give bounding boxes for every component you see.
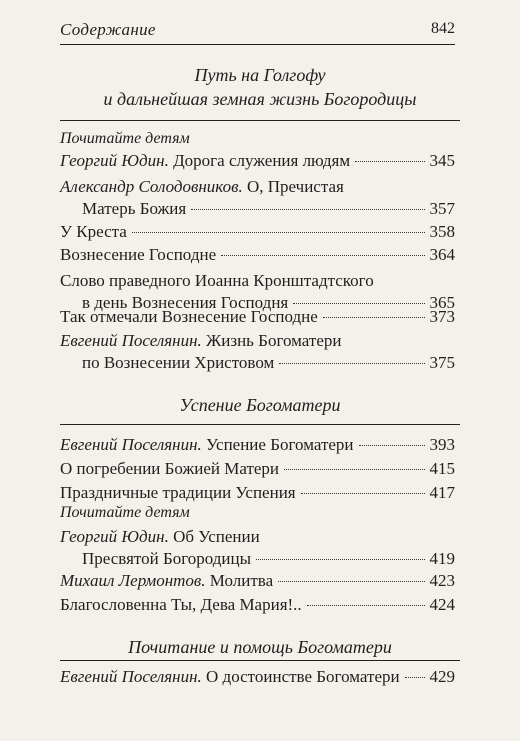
entry-page: 364 <box>429 245 455 264</box>
page-number: 842 <box>431 20 455 37</box>
header-section-label: Содержание <box>60 20 156 39</box>
entry-page: 375 <box>429 353 455 372</box>
entry-author: Михаил Лермонтов. <box>60 571 206 590</box>
leader-dots <box>284 469 424 470</box>
entry-title: Молитва <box>205 571 274 590</box>
leader-dots <box>256 559 424 560</box>
entry-title-cont: Пресвятой Богородицы <box>82 549 252 568</box>
leader-dots <box>221 255 424 256</box>
entry-page: 365 <box>429 293 455 312</box>
toc-entry <box>60 594 455 616</box>
entry-page: 358 <box>429 222 455 241</box>
entry-page: 429 <box>429 667 455 686</box>
leader-dots <box>293 303 424 304</box>
entry-title: Вознесение Господне <box>60 245 217 264</box>
section-title: Успение Богоматери <box>179 395 341 415</box>
running-header <box>60 18 455 45</box>
section-rule <box>60 660 460 661</box>
entry-author: Георгий Юдин. <box>60 527 169 546</box>
leader-dots <box>355 161 424 162</box>
entry-title: У Креста <box>60 222 127 241</box>
entry-title: Так отмечали Вознесение Господне <box>60 307 318 326</box>
entry-title: Жизнь Богоматери <box>201 331 342 350</box>
leader-dots <box>191 209 424 210</box>
entry-title: Благословенна Ты, Дева Мария!.. <box>60 595 302 614</box>
leader-dots <box>307 605 425 606</box>
toc-entry <box>60 330 455 374</box>
entry-author: Евгений Поселянин. <box>60 331 202 350</box>
entry-page: 415 <box>429 459 455 478</box>
toc-entry <box>60 306 455 328</box>
entry-author: Евгений Поселянин. <box>60 667 202 686</box>
entry-title-cont: по Вознесении Христовом <box>82 353 275 372</box>
toc-entry <box>60 570 455 592</box>
entry-author: Евгений Поселянин. <box>60 435 202 454</box>
subheading: Почитайте детям <box>60 130 190 147</box>
toc-entry <box>60 244 455 266</box>
entry-page: 423 <box>429 571 455 590</box>
entry-page: 357 <box>429 199 455 218</box>
leader-dots <box>405 677 425 678</box>
leader-dots <box>301 493 425 494</box>
section-title: Почитание и помощь Богоматери <box>128 637 392 657</box>
entry-page: 417 <box>429 483 455 502</box>
entry-page: 424 <box>429 595 455 614</box>
entry-title: Об Успении <box>168 527 260 546</box>
toc-entry <box>60 434 455 456</box>
entry-title: О достоинстве Богоматери <box>201 667 400 686</box>
entry-page: 393 <box>429 435 455 454</box>
leader-dots <box>278 581 424 582</box>
leader-dots <box>279 363 424 364</box>
subheading: Почитайте детям <box>60 504 190 521</box>
entry-title-cont: Матерь Божия <box>82 199 187 218</box>
entry-title: О погребении Божией Матери <box>60 459 280 478</box>
leader-dots <box>359 445 425 446</box>
toc-entry <box>60 666 455 688</box>
entry-title-cont: в день Вознесения Господня <box>82 293 289 312</box>
section-title: Путь на Голгофу <box>194 65 326 85</box>
entry-page: 345 <box>429 151 455 170</box>
leader-dots <box>132 232 425 233</box>
toc-entry <box>60 482 455 504</box>
entry-author: Александр Солодовников. <box>60 177 243 196</box>
section-title-line2: и дальнейшая земная жизнь Богородицы <box>103 89 417 109</box>
section-rule <box>60 120 460 121</box>
toc-entry <box>60 458 455 480</box>
toc-entry <box>60 221 455 243</box>
toc-entry <box>60 176 455 220</box>
entry-title: О, Пречистая <box>242 177 344 196</box>
entry-author: Георгий Юдин. <box>60 151 169 170</box>
entry-title: Праздничные традиции Успения <box>60 483 296 502</box>
section-rule <box>60 424 460 425</box>
entry-title: Дорога служения людям <box>168 151 351 170</box>
leader-dots <box>323 317 425 318</box>
toc-entry <box>60 150 455 172</box>
entry-title: Успение Богоматери <box>201 435 354 454</box>
toc-entry <box>60 526 455 570</box>
entry-page: 373 <box>429 307 455 326</box>
entry-title: Слово праведного Иоанна Кронштадтского <box>60 271 374 290</box>
entry-page: 419 <box>429 549 455 568</box>
